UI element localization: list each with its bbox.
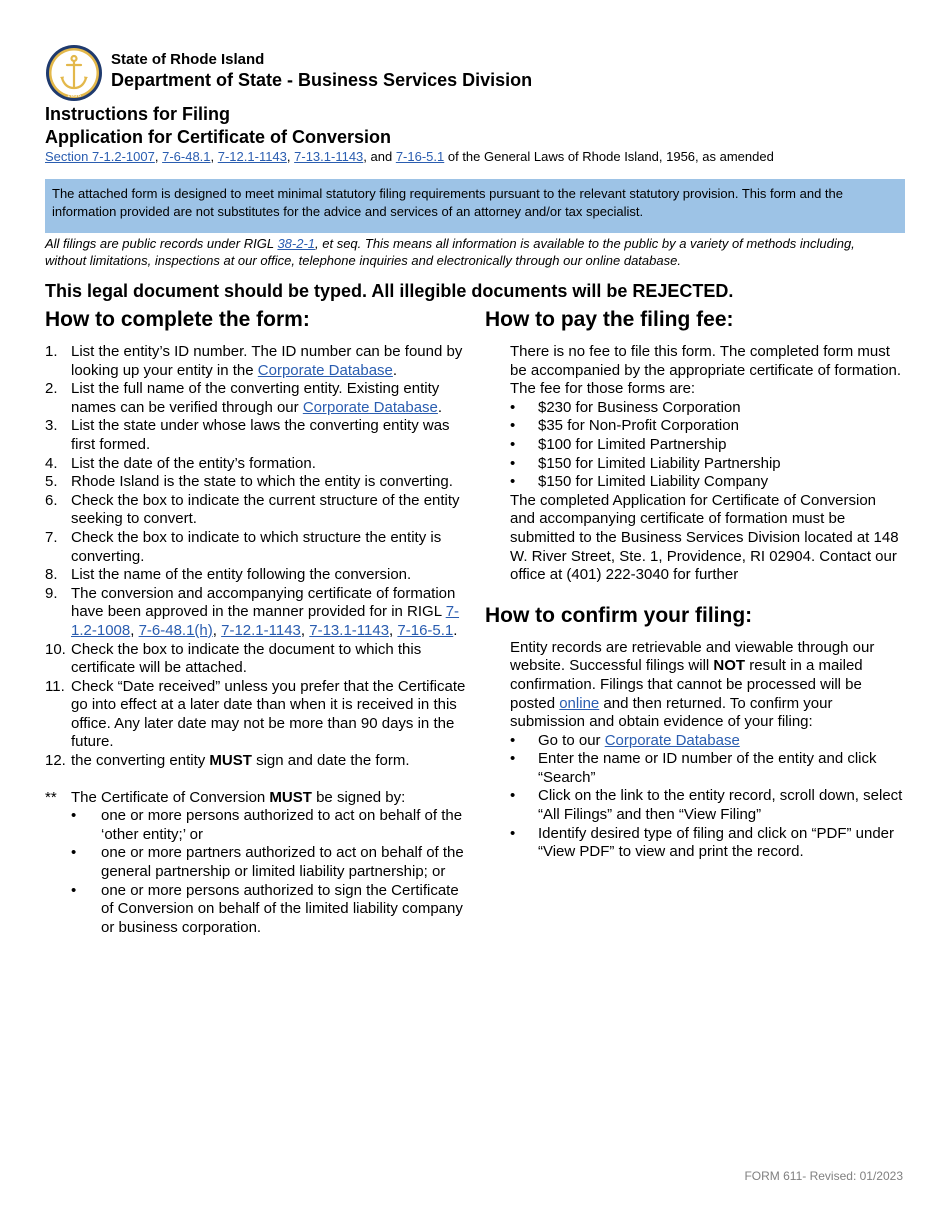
pay-fee-intro: There is no fee to file this form. The completed form must be accompanied by the appropriate certificate of formation. The fee for those forms are:	[510, 343, 902, 398]
step-item	[45, 343, 470, 380]
department-name: Department of State - Business Services Division	[111, 70, 533, 90]
step-text: Check the box to indicate the document to which this certificate will be attached.	[71, 640, 422, 677]
fee-item	[510, 436, 905, 455]
confirm-step	[510, 750, 905, 787]
step-bold: MUST	[209, 752, 252, 770]
corporate-database-link[interactable]: Corporate Database	[604, 731, 740, 749]
step-item	[45, 492, 470, 529]
fee-text: $150 for Limited Liability Partnership	[538, 454, 781, 472]
step-text: List the entity’s ID number. The ID number can be found by looking up your entity in the	[71, 343, 463, 379]
statute-link[interactable]: 7-6-48.1	[162, 149, 211, 164]
step-text: .	[453, 621, 458, 639]
step-number: 12.	[45, 752, 66, 770]
step-text: ,	[130, 621, 139, 639]
complete-form-heading: How to complete the form:	[45, 308, 310, 331]
signer-text: one or more persons authorized to act on behalf of the ‘other entity;’ or	[101, 807, 463, 843]
bullet: •	[510, 454, 516, 472]
page-header	[45, 44, 925, 104]
fee-list	[510, 399, 905, 492]
bullet: •	[510, 473, 516, 491]
bullet: •	[71, 807, 77, 825]
confirm-step	[510, 732, 905, 751]
fee-item	[510, 399, 905, 418]
step-number: 3.	[45, 417, 58, 435]
step-item	[45, 417, 470, 454]
state-seal-anchor-icon	[45, 44, 103, 102]
public-records-text-before: All filings are public records under RIGL	[45, 236, 278, 251]
bullet: •	[510, 435, 516, 453]
separator: , and	[363, 149, 396, 164]
signer-item	[71, 807, 470, 844]
disclaimer-notice: The attached form is designed to meet minimal statutory filing requirements pursuant to the relevant statutory provision. This form and the information provided are not substitutes for the advice and services of an attorney and/or tax specialist.	[45, 179, 905, 233]
step-number: 2.	[45, 380, 58, 398]
step-number: 6.	[45, 491, 58, 509]
statute-link[interactable]: Section 7-1.2-1007	[45, 149, 155, 164]
public-records-note	[45, 235, 895, 269]
step-item	[45, 566, 470, 585]
signers-must: MUST	[269, 788, 312, 806]
step-text: ,	[300, 621, 310, 639]
step-text: List the name of the entity following the conversion.	[71, 566, 412, 584]
fee-item	[510, 417, 905, 436]
confirm-step1-text: Go to our	[538, 731, 605, 749]
signers-intro-text: The Certificate of Conversion	[71, 788, 270, 806]
fee-text: $35 for Non-Profit Corporation	[538, 417, 739, 435]
instructions-title: Instructions for Filing	[45, 104, 230, 124]
step-text: .	[392, 361, 398, 379]
step-item	[45, 529, 470, 566]
online-link[interactable]: online	[559, 694, 600, 712]
step-item	[45, 678, 470, 752]
signers-block	[45, 789, 470, 938]
confirm-step-text: Click on the link to the entity record, scroll down, select “All Filings” and then “View Filing”	[538, 787, 903, 824]
right-column	[485, 307, 905, 862]
pay-fee-outro: The completed Application for Certificate of Conversion and accompanying certificate of formation must be submitted to the Business Services Division located at 148 W. River Street, Ste. 1, Providence, RI 02904. Contact our office at (401) 222-3040 for further	[510, 491, 899, 584]
statute-suffix: of the General Laws of Rhode Island, 1956, as amended	[444, 149, 774, 164]
step-item	[45, 473, 470, 492]
fee-text: $150 for Limited Liability Company	[538, 473, 769, 491]
confirm-step	[510, 787, 905, 824]
form-revision-footer: FORM 611- Revised: 01/2023	[744, 1169, 903, 1183]
step-link[interactable]: 7-16-5.1	[397, 621, 454, 639]
confirm-filing-heading: How to confirm your filing:	[485, 603, 753, 627]
confirm-text-3: and then returned. To confirm your submission and obtain evidence of your filing:	[510, 694, 833, 731]
step-number: 9.	[45, 584, 58, 602]
rigl-38-2-1-link[interactable]: 38-2-1	[277, 236, 316, 251]
signer-text: one or more partners authorized to act on behalf of the general partnership or limited liability partnership; or	[101, 844, 464, 881]
step-text: sign and date the form.	[251, 752, 410, 770]
step-text: .	[437, 398, 443, 416]
step-item	[45, 641, 470, 678]
step-item	[45, 752, 470, 771]
signer-item	[71, 882, 470, 938]
step-number: 5.	[45, 473, 58, 491]
pay-fee-heading: How to pay the filing fee:	[485, 308, 734, 331]
statute-link[interactable]: 7-12.1-1143	[217, 149, 287, 164]
confirm-step-text: Identify desired type of filing and click on “PDF” under “View PDF” to view and print the record.	[538, 824, 895, 861]
bullet: •	[71, 844, 77, 862]
fee-item	[510, 473, 905, 492]
confirm-step	[510, 825, 905, 862]
typed-document-warning: This legal document should be typed. All illegible documents will be REJECTED.	[45, 281, 734, 301]
step-number: 10.	[45, 640, 66, 658]
step-text: List the state under whose laws the converting entity was first formed.	[71, 417, 450, 453]
complete-form-section	[45, 307, 470, 937]
step-link[interactable]: 7-13.1-1143	[309, 621, 390, 639]
step-text: Check the box to indicate the current structure of the entity seeking to convert.	[71, 491, 460, 528]
bullet: •	[510, 731, 516, 749]
signers-list	[71, 807, 470, 937]
bullet: •	[510, 417, 516, 435]
confirm-filing-body	[510, 639, 905, 862]
confirm-filing-paragraph	[510, 639, 905, 732]
pay-fee-body	[510, 343, 905, 585]
confirm-steps-list	[510, 732, 905, 862]
fee-item	[510, 455, 905, 474]
double-asterisk: **	[45, 788, 57, 806]
separator: ,	[154, 149, 163, 164]
step-text: ,	[389, 621, 398, 639]
step-number: 7.	[45, 528, 58, 546]
separator: ,	[286, 149, 295, 164]
bullet: •	[510, 824, 516, 842]
signers-intro	[71, 789, 470, 808]
state-name: State of Rhode Island	[111, 51, 265, 68]
step-text: Check the box to indicate to which structure the entity is converting.	[71, 528, 442, 565]
confirm-text-1: Entity records are retrievable and viewable through our website. Successful filings will	[510, 638, 875, 675]
separator: ,	[210, 149, 218, 164]
bullet: •	[510, 787, 516, 805]
step-number: 1.	[45, 343, 58, 360]
signer-item	[71, 844, 470, 881]
step-item	[45, 455, 470, 474]
signer-text: one or more persons authorized to sign the Certificate of Conversion on behalf of the limited liability company or business corporation.	[101, 881, 463, 936]
step-link[interactable]: 7-12.1-1143	[221, 621, 301, 639]
step-number: 8.	[45, 566, 58, 584]
step-item	[45, 585, 470, 641]
application-title: Application for Certificate of Conversion	[45, 127, 392, 147]
step-text: the converting entity	[71, 752, 210, 770]
public-records-text-after: , et seq. This means all information is available to the public by a variety of methods including, without limitations, inspections at our office, telephone inquiries and electronically through our online database.	[45, 236, 855, 268]
step-text: The conversion and accompanying certificate of formation have been approved in the manner provided for in RIGL	[71, 584, 456, 621]
confirm-not: NOT	[713, 657, 746, 675]
bullet: •	[510, 750, 516, 768]
complete-form-steps	[45, 343, 470, 771]
step-link[interactable]: 7-6-48.1(h)	[138, 621, 213, 639]
confirm-step-text: Enter the name or ID number of the entity and click “Search”	[538, 750, 877, 786]
step-text: List the full name of the converting entity. Existing entity names can be verified through our	[71, 380, 440, 416]
step-number: 11.	[45, 677, 65, 695]
fee-text: $100 for Limited Partnership	[538, 435, 727, 453]
step-number: 4.	[45, 454, 58, 472]
step-text: ,	[212, 621, 222, 639]
step-item	[45, 380, 470, 417]
step-text: List the date of the entity’s formation.	[71, 454, 316, 472]
signers-intro-end: be signed by:	[311, 788, 406, 806]
step-link[interactable]: Corporate Database	[257, 361, 393, 379]
step-text: Check “Date received” unless you prefer that the Certificate go into effect at a later date than when it is received in this office. Any later date may not be more than 90 days in the future.	[71, 677, 466, 751]
confirm-text-2: result in a mailed confirmation. Filings that cannot be processed will be posted	[510, 657, 863, 712]
bullet: •	[510, 398, 516, 416]
statute-link[interactable]: 7-16-5.1	[395, 149, 445, 164]
statute-link[interactable]: 7-13.1-1143	[294, 149, 364, 164]
statute-sections	[45, 149, 774, 164]
seal-year: 1636	[67, 93, 81, 99]
step-link[interactable]: 7-1.2-1008	[71, 603, 460, 639]
step-text: Rhode Island is the state to which the entity is converting.	[71, 473, 453, 491]
fee-text: $230 for Business Corporation	[538, 398, 741, 416]
bullet: •	[71, 881, 77, 899]
step-link[interactable]: Corporate Database	[302, 398, 438, 416]
